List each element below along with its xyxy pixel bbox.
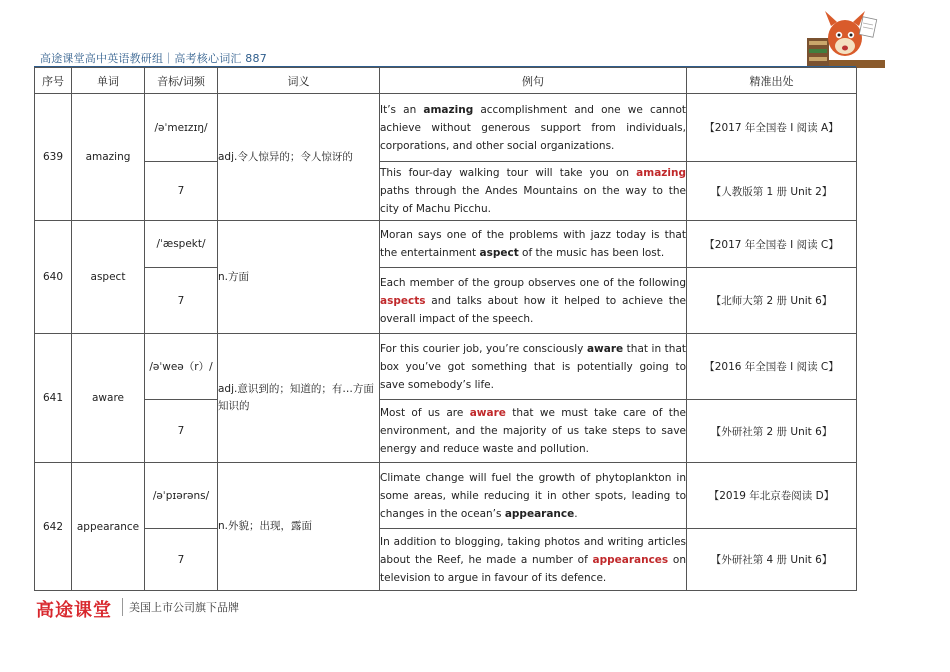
- highlighted-word: amazing: [423, 103, 474, 116]
- highlighted-word: appearance: [504, 507, 575, 520]
- example-source: 【人教版第 1 册 Unit 2】: [687, 162, 857, 221]
- table-row: [35, 400, 857, 463]
- example-source: 【外研社第 4 册 Unit 6】: [687, 529, 857, 591]
- entry-word: aspect: [72, 221, 145, 334]
- entry-phonetic: /ˈæspekt/: [145, 221, 218, 268]
- table-row: [35, 162, 857, 221]
- example-sentence: It’s an amazing accomplishment and one we cannot achieve without generous support from individuals, corporations, and other social organizations.: [380, 94, 687, 162]
- entry-phonetic: /əˈweə（r）/: [145, 334, 218, 400]
- table-row: [35, 94, 857, 162]
- column-header: 单词: [72, 68, 145, 94]
- example-sentence: Each member of the group observes one of the following aspects and talks about how it helped to achieve the overall impact of the speech.: [380, 268, 687, 334]
- entry-phonetic: /əˈpɪərəns/: [145, 463, 218, 529]
- column-header: 音标/词频: [145, 68, 218, 94]
- column-header: 词义: [218, 68, 380, 94]
- brand-slogan: 美国上市公司旗下品牌: [129, 601, 239, 614]
- example-sentence: This four-day walking tour will take you on amazing paths through the Andes Mountains on the way to the city of Machu Picchu.: [380, 162, 687, 221]
- vocabulary-table: [34, 67, 857, 591]
- highlighted-word: aware: [586, 342, 624, 355]
- highlighted-word: aspects: [380, 294, 426, 307]
- entry-meaning: n.外貌；出现，露面: [218, 463, 380, 591]
- entry-frequency: 7: [145, 268, 218, 334]
- table-row: [35, 463, 857, 529]
- entry-meaning: adj.令人惊异的；令人惊讶的: [218, 94, 380, 221]
- highlighted-word: aware: [469, 407, 506, 419]
- example-source: 【2017 年全国卷 I 阅读 C】: [687, 221, 857, 268]
- table-row: [35, 529, 857, 591]
- example-sentence: In addition to blogging, taking photos and writing articles about the Reef, he made a number of appearances on television to argue in favour of its defence.: [380, 529, 687, 591]
- highlighted-word: amazing: [636, 167, 686, 179]
- entry-frequency: 7: [145, 529, 218, 591]
- entry-frequency: 7: [145, 400, 218, 463]
- cartoon-mascot-icon: [805, 8, 885, 70]
- example-source: 【2019 年北京卷阅读 D】: [687, 463, 857, 529]
- header-title: 高途课堂高中英语教研组｜高考核心词汇 887: [40, 52, 267, 65]
- highlighted-word: aspect: [479, 247, 519, 259]
- entry-phonetic: /əˈmeɪzɪŋ/: [145, 94, 218, 162]
- table-row: [35, 334, 857, 400]
- entry-meaning: n.方面: [218, 221, 380, 334]
- example-source: 【外研社第 2 册 Unit 6】: [687, 400, 857, 463]
- entry-word: appearance: [72, 463, 145, 591]
- entry-number: 639: [35, 94, 72, 221]
- entry-word: aware: [72, 334, 145, 463]
- example-sentence: Climate change will fuel the growth of phytoplankton in some areas, while reducing it in other spots, leading to changes in the ocean’s appearance.: [380, 463, 687, 529]
- example-source: 【2017 年全国卷 I 阅读 A】: [687, 94, 857, 162]
- table-row: [35, 268, 857, 334]
- entry-word: amazing: [72, 94, 145, 221]
- column-header: 精准出处: [687, 68, 857, 94]
- example-sentence: For this courier job, you’re consciously aware that in that box you’ve got something that is potentially going to save somebody’s life.: [380, 334, 687, 400]
- example-source: 【北师大第 2 册 Unit 6】: [687, 268, 857, 334]
- example-source: 【2016 年全国卷 I 阅读 C】: [687, 334, 857, 400]
- entry-number: 642: [35, 463, 72, 591]
- table-row: [35, 221, 857, 268]
- column-header: 序号: [35, 68, 72, 94]
- entry-frequency: 7: [145, 162, 218, 221]
- entry-number: 641: [35, 334, 72, 463]
- table-header-row: [35, 68, 857, 94]
- footer-divider: [122, 598, 123, 616]
- brand-logo: 高途课堂: [36, 600, 112, 621]
- highlighted-word: appearances: [592, 553, 669, 566]
- entry-number: 640: [35, 221, 72, 334]
- example-sentence: Moran says one of the problems with jazz today is that the entertainment aspect of the music has been lost.: [380, 221, 687, 268]
- example-sentence: Most of us are aware that we must take care of the environment, and the majority of us take steps to save energy and reduce waste and pollution.: [380, 400, 687, 463]
- column-header: 例句: [380, 68, 687, 94]
- entry-meaning: adj.意识到的；知道的；有…方面知识的: [218, 334, 380, 463]
